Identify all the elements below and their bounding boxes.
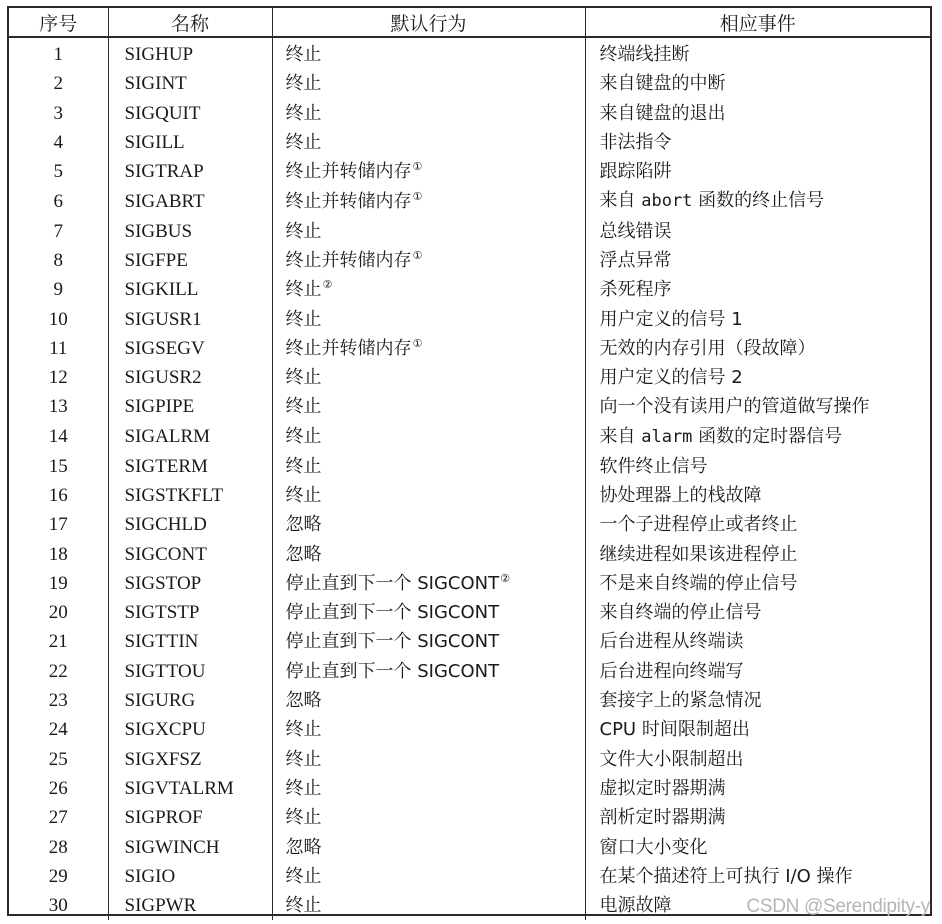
default-action-text: 终止并转储内存 — [285, 337, 412, 359]
signal-number: 14 — [9, 422, 108, 452]
default-action-text: 终止 — [285, 485, 322, 506]
signal-name: SIGBUS — [108, 216, 272, 245]
default-action-text: 终止 — [285, 308, 322, 330]
default-action-text: 终止 — [285, 895, 322, 917]
corresponding-event — [585, 745, 930, 774]
default-action — [272, 304, 585, 333]
default-action — [272, 69, 585, 98]
table-row — [9, 774, 930, 803]
event-text: 协处理器上的栈故障 — [599, 485, 762, 506]
default-action — [272, 99, 585, 128]
default-action — [272, 422, 585, 452]
table-row — [9, 392, 930, 421]
event-text: 来自键盘的中断 — [599, 73, 726, 95]
default-action-text: 忽略 — [285, 836, 322, 858]
signal-name: SIGALRM — [108, 422, 272, 452]
event-text: 来自终端的停止信号 — [599, 602, 762, 624]
default-action-text: 终止 — [285, 132, 322, 154]
default-action — [272, 627, 585, 656]
signal-number: 2 — [9, 69, 108, 98]
event-text: 用户定义的信号 2 — [599, 367, 743, 389]
default-action-text: 终止 — [285, 73, 322, 95]
signal-number: 7 — [9, 216, 108, 245]
corresponding-event — [585, 627, 930, 656]
table-row — [9, 157, 930, 186]
default-action — [272, 481, 585, 510]
header-default-action: 默认行为 — [272, 8, 585, 37]
corresponding-event — [585, 715, 930, 744]
corresponding-event — [585, 803, 930, 832]
event-text: 总线错误 — [599, 220, 672, 242]
signal-name: SIGWINCH — [108, 832, 272, 861]
header-event: 相应事件 — [585, 8, 930, 37]
table-row — [9, 569, 930, 598]
event-text: CPU 时间限制超出 — [599, 719, 750, 741]
signal-name: SIGXCPU — [108, 715, 272, 744]
signal-number: 30 — [9, 891, 108, 920]
default-action — [272, 862, 585, 891]
corresponding-event — [585, 363, 930, 392]
signal-name: SIGPIPE — [108, 392, 272, 421]
table-row — [9, 598, 930, 627]
default-action-text: 停止直到下一个 SIGCONT — [285, 660, 500, 682]
default-action — [272, 510, 585, 539]
default-action — [272, 891, 585, 920]
event-text-pre: 来自 — [599, 425, 642, 447]
signal-number: 24 — [9, 715, 108, 744]
corresponding-event — [585, 657, 930, 686]
watermark: CSDN @Serendipity-y — [746, 896, 930, 917]
signal-name: SIGFPE — [108, 246, 272, 275]
table-row — [9, 99, 930, 128]
event-text: 文件大小限制超出 — [599, 748, 744, 770]
signal-number: 1 — [9, 37, 108, 69]
corresponding-event — [585, 275, 930, 304]
signal-number: 9 — [9, 275, 108, 304]
default-action-text: 终止 — [285, 455, 322, 477]
signal-name: SIGTERM — [108, 452, 272, 481]
default-action-text: 终止 — [285, 748, 322, 770]
default-action — [272, 128, 585, 157]
signal-number: 18 — [9, 539, 108, 568]
footnote-marker: ② — [322, 278, 333, 292]
event-text: 电源故障 — [599, 895, 672, 917]
signal-name: SIGCONT — [108, 539, 272, 568]
corresponding-event — [585, 99, 930, 128]
default-action-text: 忽略 — [285, 543, 322, 565]
signal-name: SIGABRT — [108, 186, 272, 216]
table-row — [9, 481, 930, 510]
corresponding-event — [585, 157, 930, 186]
default-action — [272, 334, 585, 363]
footnote-marker: ① — [412, 189, 423, 203]
signal-number: 16 — [9, 481, 108, 510]
table-row — [9, 510, 930, 539]
event-text-post: 函数的定时器信号 — [692, 425, 843, 447]
default-action — [272, 37, 585, 69]
default-action-text: 终止 — [285, 279, 322, 301]
default-action-text: 终止 — [285, 777, 322, 799]
signal-name: SIGSTKFLT — [108, 481, 272, 510]
table-row — [9, 452, 930, 481]
table-row — [9, 627, 930, 656]
event-text: 一个子进程停止或者终止 — [599, 514, 798, 536]
default-action-text: 停止直到下一个 SIGCONT — [285, 572, 500, 594]
signal-number: 27 — [9, 803, 108, 832]
footnote-marker: ① — [412, 336, 423, 350]
corresponding-event — [585, 37, 930, 69]
default-action — [272, 657, 585, 686]
footnote-marker: ① — [412, 248, 423, 262]
signal-number: 5 — [9, 157, 108, 186]
default-action — [272, 186, 585, 216]
event-text: 跟踪陷阱 — [599, 161, 672, 183]
signal-name: SIGIO — [108, 862, 272, 891]
event-text: 继续进程如果该进程停止 — [599, 543, 798, 565]
corresponding-event — [585, 246, 930, 275]
signal-number: 22 — [9, 657, 108, 686]
default-action — [272, 275, 585, 304]
header-name: 名称 — [108, 8, 272, 37]
table-row — [9, 363, 930, 392]
header-row — [9, 8, 930, 37]
event-text: 向一个没有读用户的管道做写操作 — [599, 396, 870, 418]
corresponding-event — [585, 481, 930, 510]
signal-number: 26 — [9, 774, 108, 803]
default-action — [272, 774, 585, 803]
footnote-marker: ② — [500, 571, 510, 585]
default-action — [272, 803, 585, 832]
table-body — [9, 37, 930, 920]
event-text: 后台进程向终端写 — [599, 660, 744, 682]
corresponding-event — [585, 539, 930, 568]
event-text: 套接字上的紧急情况 — [599, 690, 762, 712]
signal-number: 15 — [9, 452, 108, 481]
event-text: 浮点异常 — [599, 249, 672, 271]
corresponding-event — [585, 598, 930, 627]
signal-number: 25 — [9, 745, 108, 774]
default-action — [272, 539, 585, 568]
corresponding-event — [585, 422, 930, 452]
table-row — [9, 539, 930, 568]
corresponding-event — [585, 452, 930, 481]
event-text: 来自键盘的退出 — [599, 102, 726, 124]
signal-name: SIGKILL — [108, 275, 272, 304]
default-action — [272, 216, 585, 245]
default-action-text: 停止直到下一个 SIGCONT — [285, 602, 500, 624]
signal-number: 29 — [9, 862, 108, 891]
default-action — [272, 715, 585, 744]
table-row — [9, 304, 930, 333]
event-function-code: abort — [641, 191, 693, 212]
event-text: 在某个描述符上可执行 I/O 操作 — [599, 865, 853, 887]
signal-number: 8 — [9, 246, 108, 275]
corresponding-event — [585, 774, 930, 803]
corresponding-event — [585, 216, 930, 245]
default-action-text: 忽略 — [285, 514, 322, 536]
event-text: 终端线挂断 — [599, 44, 690, 66]
event-text: 剖析定时器期满 — [599, 807, 726, 829]
corresponding-event — [585, 510, 930, 539]
signal-number: 19 — [9, 569, 108, 598]
table-header — [9, 8, 930, 37]
signal-name: SIGXFSZ — [108, 745, 272, 774]
table-row — [9, 186, 930, 216]
corresponding-event — [585, 304, 930, 333]
default-action-text: 终止 — [285, 367, 322, 389]
signal-name: SIGUSR1 — [108, 304, 272, 333]
event-text: 后台进程从终端读 — [599, 631, 744, 653]
event-text: 无效的内存引用（段故障） — [599, 337, 816, 359]
table-row — [9, 216, 930, 245]
signal-name: SIGTSTP — [108, 598, 272, 627]
signal-number: 23 — [9, 686, 108, 715]
default-action-text: 终止并转储内存 — [285, 161, 412, 183]
signal-name: SIGSTOP — [108, 569, 272, 598]
signal-name: SIGTTOU — [108, 657, 272, 686]
default-action — [272, 157, 585, 186]
signal-number: 4 — [9, 128, 108, 157]
default-action-text: 终止 — [285, 807, 322, 829]
corresponding-event — [585, 69, 930, 98]
signal-number: 10 — [9, 304, 108, 333]
signal-name: SIGTRAP — [108, 157, 272, 186]
table-row — [9, 745, 930, 774]
signal-name: SIGTTIN — [108, 627, 272, 656]
default-action-text: 终止 — [285, 719, 322, 741]
default-action-text: 终止 — [285, 865, 322, 887]
corresponding-event — [585, 392, 930, 421]
table-row — [9, 334, 930, 363]
table-row — [9, 422, 930, 452]
corresponding-event — [585, 862, 930, 891]
event-text: 杀死程序 — [599, 279, 672, 301]
signal-table-container — [7, 6, 932, 916]
event-text-post: 函数的终止信号 — [692, 190, 825, 212]
signal-name: SIGSEGV — [108, 334, 272, 363]
signal-name: SIGHUP — [108, 37, 272, 69]
corresponding-event — [585, 832, 930, 861]
table-row — [9, 37, 930, 69]
corresponding-event — [585, 569, 930, 598]
signal-name: SIGPWR — [108, 891, 272, 920]
table-row — [9, 832, 930, 861]
signal-name: SIGQUIT — [108, 99, 272, 128]
signal-name: SIGILL — [108, 128, 272, 157]
default-action — [272, 246, 585, 275]
event-text: 虚拟定时器期满 — [599, 777, 726, 799]
signal-name: SIGPROF — [108, 803, 272, 832]
event-text-pre: 来自 — [599, 190, 642, 212]
signal-number: 11 — [9, 334, 108, 363]
default-action — [272, 832, 585, 861]
default-action — [272, 363, 585, 392]
default-action-text: 终止并转储内存 — [285, 249, 412, 271]
corresponding-event — [585, 334, 930, 363]
event-text: 窗口大小变化 — [599, 836, 708, 858]
default-action-text: 终止 — [285, 396, 322, 418]
default-action-text: 终止并转储内存 — [285, 190, 412, 212]
table-row — [9, 69, 930, 98]
event-function-code: alarm — [641, 426, 693, 447]
default-action — [272, 745, 585, 774]
default-action — [272, 686, 585, 715]
signal-name: SIGURG — [108, 686, 272, 715]
table-row — [9, 803, 930, 832]
table-row — [9, 657, 930, 686]
event-text: 不是来自终端的停止信号 — [599, 572, 798, 594]
default-action-text: 忽略 — [285, 690, 322, 712]
footnote-marker: ① — [412, 160, 423, 174]
default-action-text: 终止 — [285, 426, 322, 448]
table-row — [9, 275, 930, 304]
signal-number: 28 — [9, 832, 108, 861]
signal-number: 21 — [9, 627, 108, 656]
signal-number: 6 — [9, 186, 108, 216]
table-row — [9, 128, 930, 157]
signal-table — [9, 8, 930, 920]
corresponding-event — [585, 186, 930, 216]
signal-number: 17 — [9, 510, 108, 539]
signal-name: SIGVTALRM — [108, 774, 272, 803]
signal-number: 3 — [9, 99, 108, 128]
table-row — [9, 715, 930, 744]
table-row — [9, 862, 930, 891]
default-action — [272, 392, 585, 421]
header-number: 序号 — [9, 8, 108, 37]
default-action-text: 停止直到下一个 SIGCONT — [285, 631, 500, 653]
event-text: 软件终止信号 — [599, 455, 708, 477]
event-text: 用户定义的信号 1 — [599, 308, 743, 330]
default-action-text: 终止 — [285, 44, 322, 66]
signal-name: SIGUSR2 — [108, 363, 272, 392]
default-action — [272, 452, 585, 481]
event-text: 非法指令 — [599, 132, 672, 154]
signal-name: SIGINT — [108, 69, 272, 98]
signal-name: SIGCHLD — [108, 510, 272, 539]
signal-number: 13 — [9, 392, 108, 421]
signal-number: 12 — [9, 363, 108, 392]
default-action-text: 终止 — [285, 102, 322, 124]
signal-number: 20 — [9, 598, 108, 627]
default-action — [272, 569, 585, 598]
corresponding-event — [585, 686, 930, 715]
table-row — [9, 686, 930, 715]
default-action — [272, 598, 585, 627]
corresponding-event — [585, 128, 930, 157]
default-action-text: 终止 — [285, 220, 322, 242]
table-row — [9, 246, 930, 275]
